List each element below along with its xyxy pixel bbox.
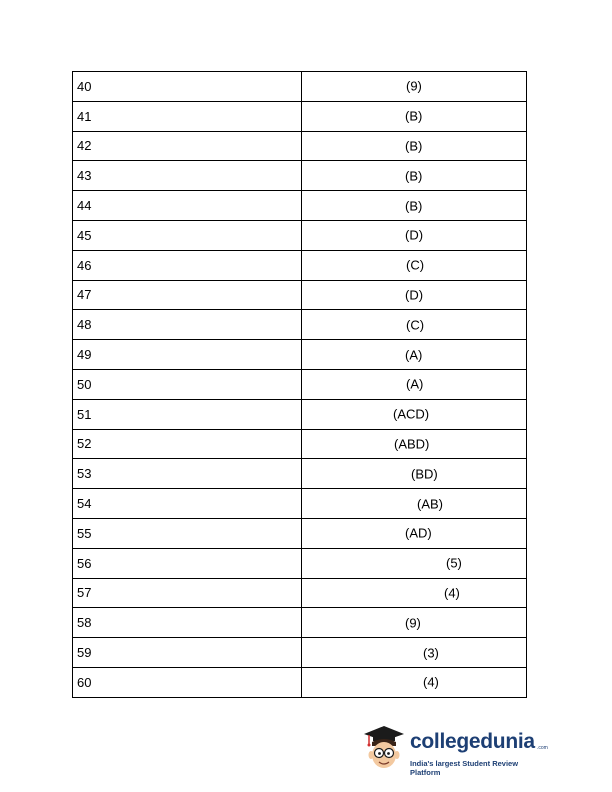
answer-value: (3) (423, 645, 439, 661)
answer-value: (D) (405, 227, 424, 243)
table-row (73, 191, 527, 221)
question-number: 50 (73, 369, 302, 399)
answer-value: (5) (446, 555, 462, 571)
question-number: 55 (73, 518, 302, 548)
question-number: 52 (73, 429, 302, 459)
answer-value: (B) (405, 108, 423, 124)
question-number: 43 (73, 161, 302, 191)
answer-value: (D) (405, 287, 424, 303)
answer-value: (ACD) (393, 406, 430, 422)
question-number: 49 (73, 340, 302, 370)
brand-tagline: India's largest Student Review Platform (410, 759, 519, 777)
answer-value: (A) (406, 376, 424, 392)
table-row (73, 250, 527, 280)
question-number: 51 (73, 399, 302, 429)
answer-value: (B) (405, 168, 423, 184)
question-number: 54 (73, 489, 302, 519)
table-row (73, 72, 527, 102)
answer-value: (AB) (417, 496, 443, 512)
table-row (73, 518, 527, 548)
question-number: 48 (73, 310, 302, 340)
table-row (73, 340, 527, 370)
answer-value: (C) (406, 257, 425, 273)
table-row (73, 548, 527, 578)
table-row (73, 429, 527, 459)
question-number: 56 (73, 548, 302, 578)
table-row (73, 161, 527, 191)
brand-name: collegedunia (410, 730, 535, 753)
table-row (73, 220, 527, 250)
table-row (73, 280, 527, 310)
answer-value: (ABD) (394, 436, 430, 452)
answer-value: (AD) (405, 525, 432, 541)
collegedunia-logo (360, 722, 550, 777)
answer-value: (A) (405, 347, 423, 363)
answer-key-table (72, 71, 527, 698)
question-number: 44 (73, 191, 302, 221)
answer-value: (C) (406, 317, 425, 333)
question-number: 42 (73, 131, 302, 161)
answer-value: (B) (405, 198, 423, 214)
table-row (73, 608, 527, 638)
table-row (73, 667, 527, 697)
brand-suffix: .com (537, 745, 548, 751)
answer-value: (4) (444, 585, 460, 601)
question-number: 53 (73, 459, 302, 489)
question-number: 58 (73, 608, 302, 638)
answer-value: (B) (405, 138, 423, 154)
question-number: 45 (73, 220, 302, 250)
answer-value: (BD) (411, 466, 438, 482)
question-number: 60 (73, 667, 302, 697)
answer-value: (9) (405, 615, 421, 631)
table-row (73, 638, 527, 668)
student-mascot-icon (360, 722, 408, 777)
question-number: 47 (73, 280, 302, 310)
question-number: 57 (73, 578, 302, 608)
table-row (73, 578, 527, 608)
table-row (73, 310, 527, 340)
table-row (73, 369, 527, 399)
table-row (73, 459, 527, 489)
question-number: 41 (73, 101, 302, 131)
answer-value: (9) (406, 78, 422, 94)
question-number: 59 (73, 638, 302, 668)
table-row (73, 131, 527, 161)
table-row (73, 489, 527, 519)
question-number: 46 (73, 250, 302, 280)
question-number: 40 (73, 72, 302, 102)
answer-value: (4) (423, 674, 439, 690)
table-row (73, 399, 527, 429)
table-row (73, 101, 527, 131)
